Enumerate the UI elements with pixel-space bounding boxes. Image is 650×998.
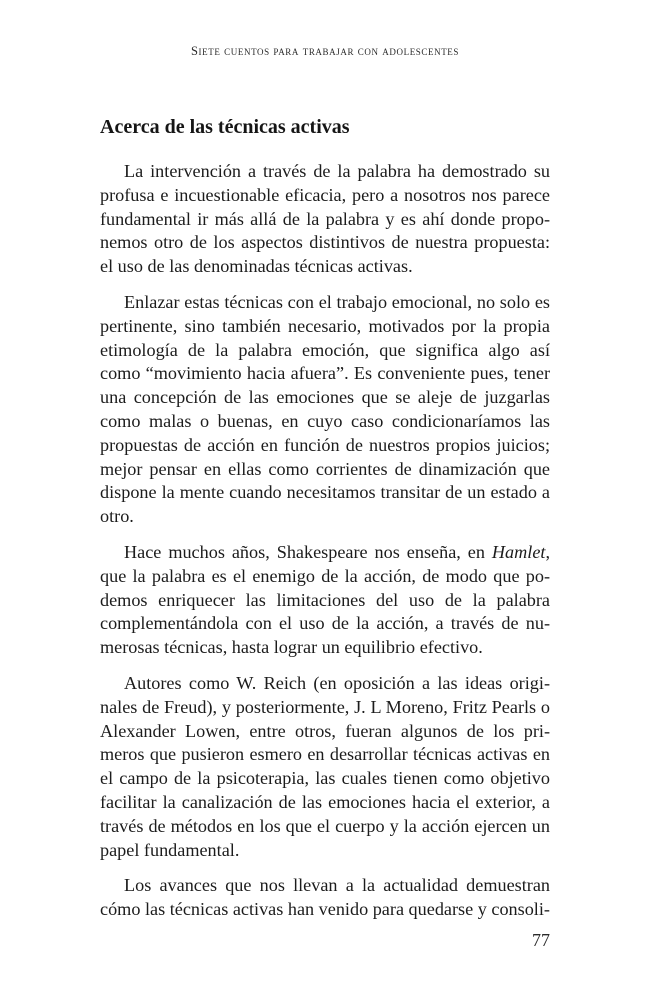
paragraph-3-text-after: , que la palabra es el enemigo de la acción, de modo que podemos enriquecer las limitaciones del uso de la palabra complementándola con el uso de la acción, a través de numerosas técnicas, hasta lograr un equilibrio efectivo.	[100, 541, 550, 658]
body-text	[100, 160, 550, 922]
paragraph-3-text-before: Hace muchos años, Shakespeare nos enseña, en	[124, 541, 492, 562]
paragraph-3	[100, 541, 550, 660]
paragraph-4: Autores como W. Reich (en oposición a las ideas originales de Freud), y posteriormente, J. L Moreno, Fritz Pearls o Alexander Lowen, entre otros, fueran algunos de los primeros que pusieron esmero en desarrollar técnicas activas en el campo de la psicoterapia, las cuales tienen como objetivo facilitar la canalización de las emociones hacia el exterior, a través de métodos en los que el cuerpo y la acción ejercen un papel fundamental.	[100, 672, 550, 860]
paragraph-5: Los avances que nos llevan a la actualidad demuestran cómo las técnicas activas han venido para quedarse y consoli-	[100, 875, 550, 920]
running-header: Siete cuentos para trabajar con adolescentes	[191, 44, 459, 58]
section-title: Acerca de las técnicas activas	[100, 116, 350, 138]
work-title-emphasis: Hamlet	[491, 541, 546, 562]
paragraph-1: La intervención a través de la palabra ha demostrado su profusa e incuestionable eficacia, pero a nosotros nos parece fundamental ir más allá de la palabra y es ahí donde proponemos otro de los aspectos distintivos de nuestra propuesta: el uso de las denominadas técnicas activas.	[100, 161, 550, 277]
paragraph-2: Enlazar estas técnicas con el trabajo emocional, no solo es pertinente, sino también necesario, motivados por la propia etimología de la palabra emoción, que significa algo así como “movimiento hacia afuera”. Es conveniente pues, tener una concepción de las emociones que se aleje de juzgarlas como malas o buenas, en cuyo caso condicionaríamos las propuestas de acción en función de nuestros propios juicios; mejor pensar en ellas como corrientes de dinamización que dispone la mente cuando necesitamos transitar de un estado a otro.	[100, 291, 550, 527]
page-number: 77	[532, 930, 550, 950]
